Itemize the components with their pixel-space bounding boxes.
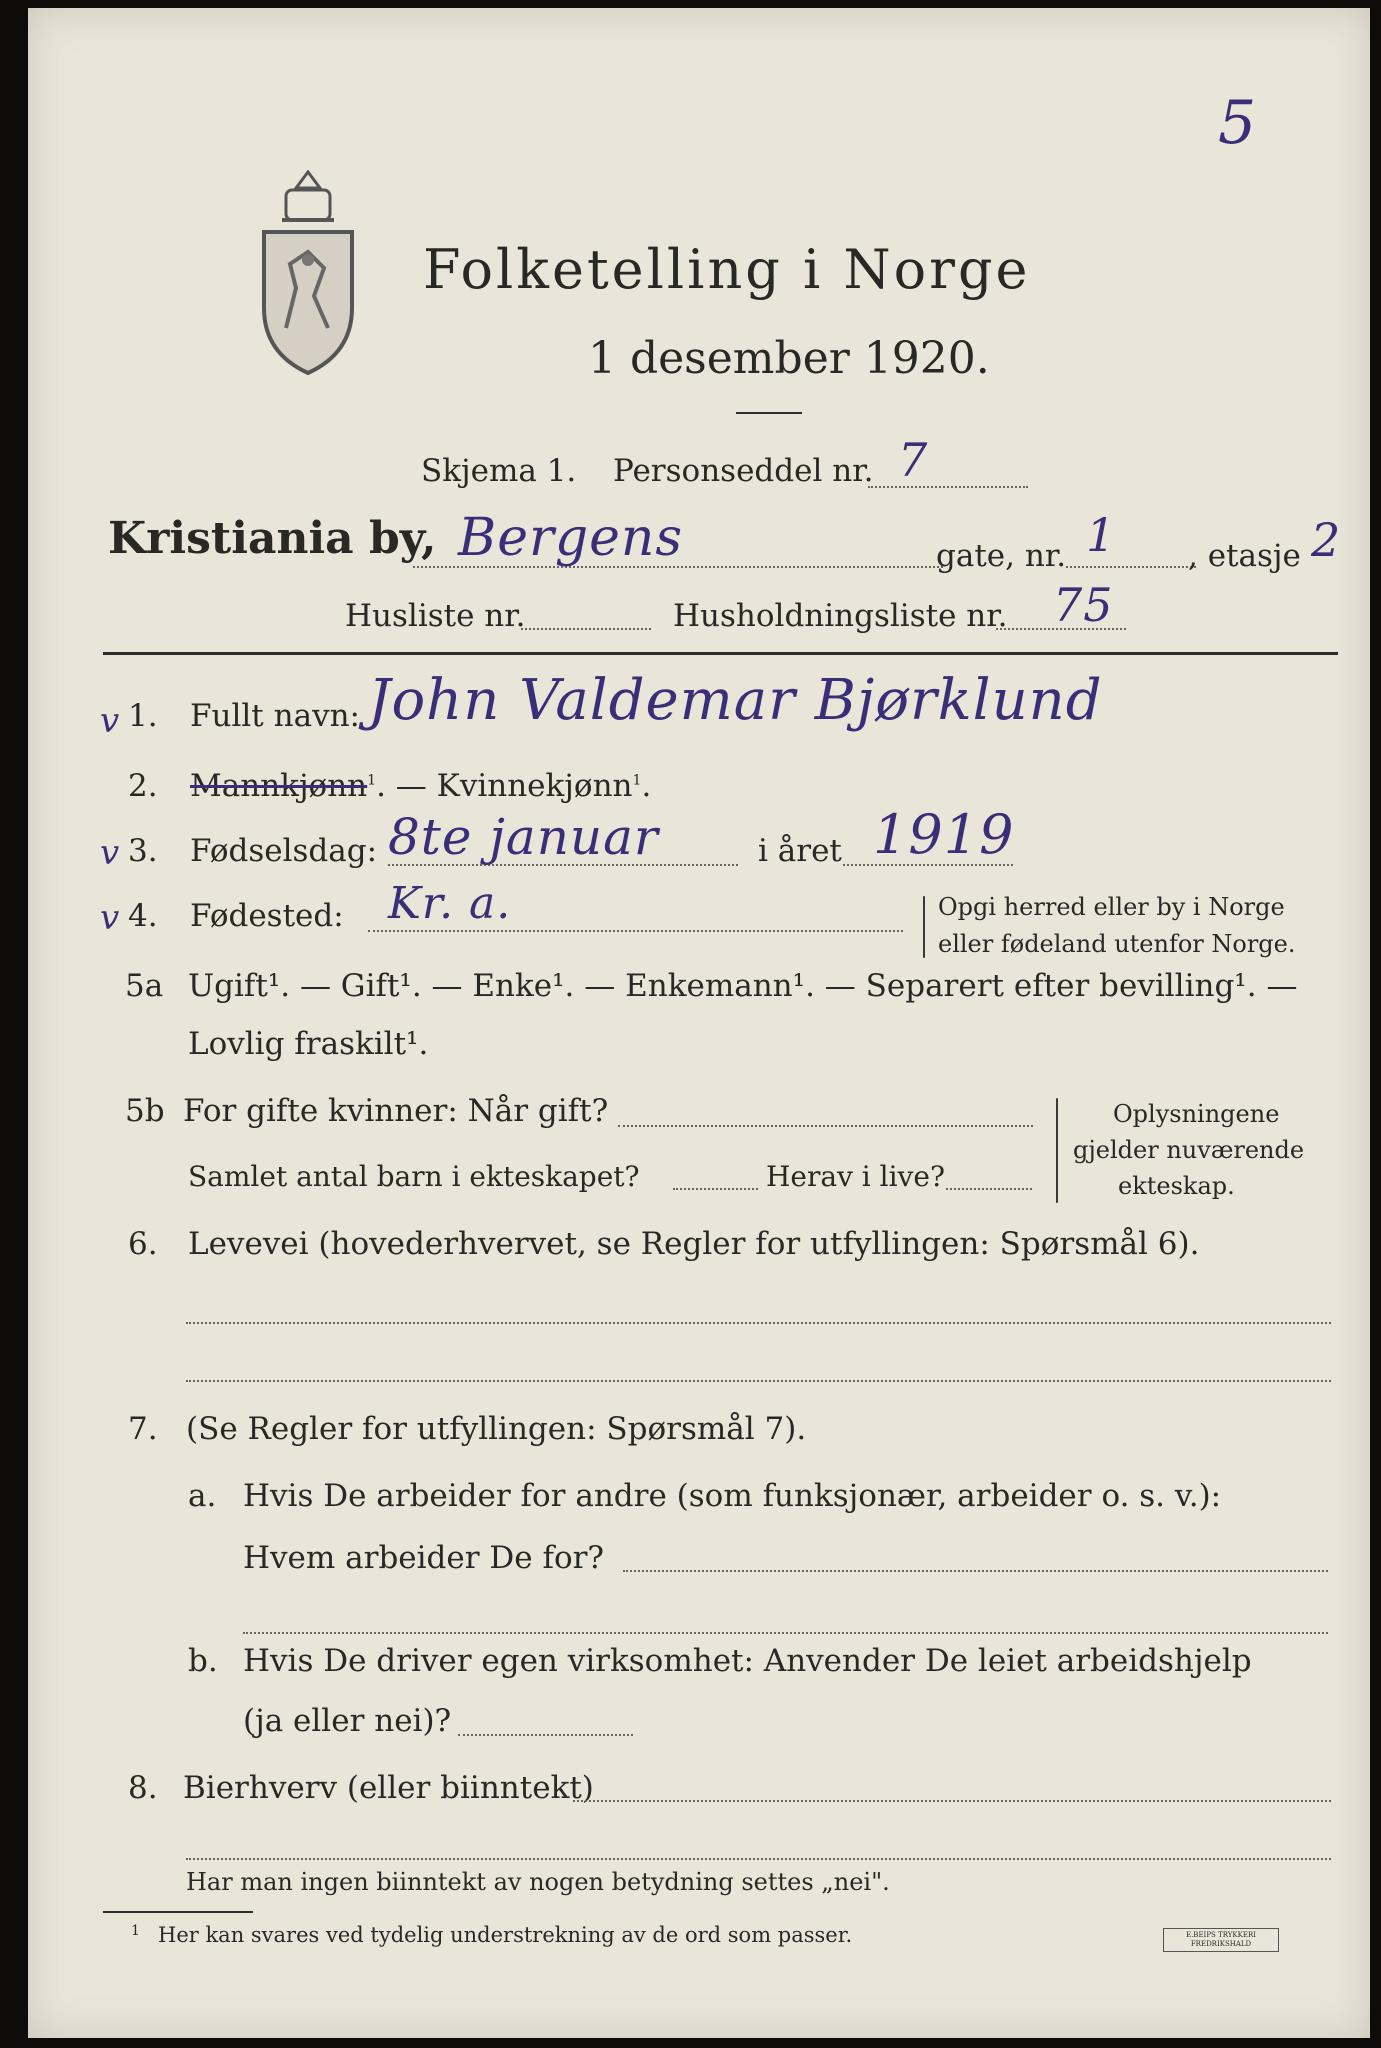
footnote-text: Her kan svares ved tydelig understrekning av de ord som passer.: [158, 1923, 853, 1947]
q8-line: [573, 1800, 1331, 1802]
section-divider: [103, 652, 1338, 655]
q5b-note-line2: gjelder nuværende: [1073, 1136, 1305, 1164]
q3-day-value: 8te januar: [388, 808, 659, 866]
q2-male-sup: 1: [367, 772, 377, 789]
q4-number: 4.: [128, 898, 158, 934]
q1-check-mark: v: [100, 701, 121, 741]
q2-number: 2.: [128, 768, 158, 804]
coat-of-arms-icon: [256, 168, 360, 382]
q6-line-1: [186, 1322, 1331, 1324]
q5a-options-line2: Lovlig fraskilt¹.: [188, 1026, 429, 1062]
q5a-options-line1: Ugift¹. — Gift¹. — Enke¹. — Enkemann¹. — Separert efter bevilling¹. —: [188, 968, 1298, 1004]
q2-male-option: Mannkjønn: [190, 768, 368, 804]
schema-label: Skjema 1.: [421, 453, 577, 489]
q3-number: 3.: [128, 833, 158, 869]
q4-note-line2: eller fødeland utenfor Norge.: [938, 930, 1296, 958]
q7a-letter: a.: [188, 1478, 217, 1514]
q5b-note-line1: Oplysningene: [1113, 1100, 1280, 1128]
q7b-line2: (ja eller nei)?: [243, 1703, 452, 1739]
footnote-divider: [103, 1911, 253, 1913]
q7a-line2: Hvem arbeider De for?: [243, 1540, 605, 1576]
husliste-label: Husliste nr.: [345, 598, 526, 634]
q4-note-line1: Opgi herred eller by i Norge: [938, 893, 1285, 921]
q5b-alive-line: [946, 1188, 1032, 1190]
q5b-children-label: Samlet antal barn i ekteskapet?: [188, 1160, 640, 1193]
q2-female-sup: 1: [632, 772, 642, 789]
gate-label: gate, nr.: [936, 538, 1067, 574]
q3-check-mark: v: [100, 833, 121, 873]
q7-number: 7.: [128, 1411, 158, 1447]
q1-label: Fullt navn:: [190, 698, 360, 734]
q7a-line1: Hvis De arbeider for andre (som funksjonær, arbeider o. s. v.):: [243, 1478, 1222, 1514]
q4-label: Fødested:: [190, 898, 344, 934]
q7a-line: [623, 1570, 1328, 1572]
q3-label: Fødselsdag:: [190, 833, 378, 869]
husliste-line: [521, 628, 651, 630]
q8-label: Bierhverv (eller biinntekt): [183, 1770, 594, 1806]
husholdningsliste-label: Husholdningsliste nr.: [673, 598, 1008, 634]
q5b-alive-label: Herav i live?: [766, 1160, 945, 1193]
q4-brace: [923, 896, 925, 958]
q5a-number: 5a: [125, 968, 164, 1004]
q5b-married-line: [618, 1125, 1033, 1127]
q8-line-extra: [186, 1858, 1331, 1860]
q7a-line-extra: [243, 1632, 1328, 1634]
q4-check-mark: v: [100, 898, 121, 938]
form-date: 1 desember 1920.: [588, 333, 990, 384]
q6-number: 6.: [128, 1226, 158, 1262]
q5b-note-line3: ekteskap.: [1118, 1172, 1235, 1200]
q1-full-name: John Valdemar Bjørklund: [368, 668, 1103, 733]
title-divider: [736, 412, 802, 414]
q6-line-2: [186, 1380, 1331, 1382]
q7-label: (Se Regler for utfyllingen: Spørsmål 7).: [186, 1411, 807, 1447]
form-title: Folketelling i Norge: [423, 238, 1031, 301]
census-form-sheet: [28, 8, 1370, 2038]
footer-note: Har man ingen biinntekt av nogen betydning settes „nei".: [186, 1868, 890, 1896]
q6-label: Levevei (hovederhvervet, se Regler for utfyllingen: Spørsmål 6).: [188, 1226, 1200, 1262]
printer-stamp: E.BEIPS TRYKKERI FREDRIKSHALD: [1163, 1928, 1279, 1952]
q3-year-value: 1919: [873, 803, 1015, 866]
q4-line: [368, 930, 903, 932]
q5b-label: For gifte kvinner: Når gift?: [183, 1093, 609, 1129]
gate-nr-line: [1066, 566, 1196, 568]
q1-number: 1.: [128, 698, 158, 734]
q7b-line: [458, 1734, 633, 1736]
q3-year-label: i året: [758, 833, 842, 869]
q7b-letter: b.: [188, 1643, 218, 1679]
q8-number: 8.: [128, 1770, 158, 1806]
q4-birthplace: Kr. a.: [388, 878, 512, 929]
etasje-value: 2: [1311, 513, 1342, 567]
q2-options: Mannkjønn$^1$. — Kvinnekjønn$^1$.: [190, 768, 652, 804]
q5b-children-line: [673, 1188, 758, 1190]
etasje-label: , etasje: [1188, 538, 1301, 574]
q5b-brace: [1056, 1098, 1058, 1203]
personseddel-value: 7: [898, 433, 929, 487]
q5b-number: 5b: [125, 1093, 165, 1129]
q2-female-option: Kvinnekjønn: [436, 768, 633, 804]
city-label: Kristiania by,: [108, 513, 437, 564]
personseddel-line: [868, 486, 1028, 488]
page-number-mark: 5: [1218, 88, 1258, 158]
street-value: Bergens: [458, 508, 684, 568]
q2-separator: —: [395, 768, 427, 804]
personseddel-label: Personseddel nr.: [613, 453, 874, 489]
gate-nr-value: 1: [1086, 508, 1117, 562]
husholdningsliste-value: 75: [1053, 578, 1114, 632]
q7b-line1: Hvis De driver egen virksomhet: Anvender De leiet arbeidshjelp: [243, 1643, 1252, 1679]
footnote-mark: 1: [131, 1923, 140, 1939]
